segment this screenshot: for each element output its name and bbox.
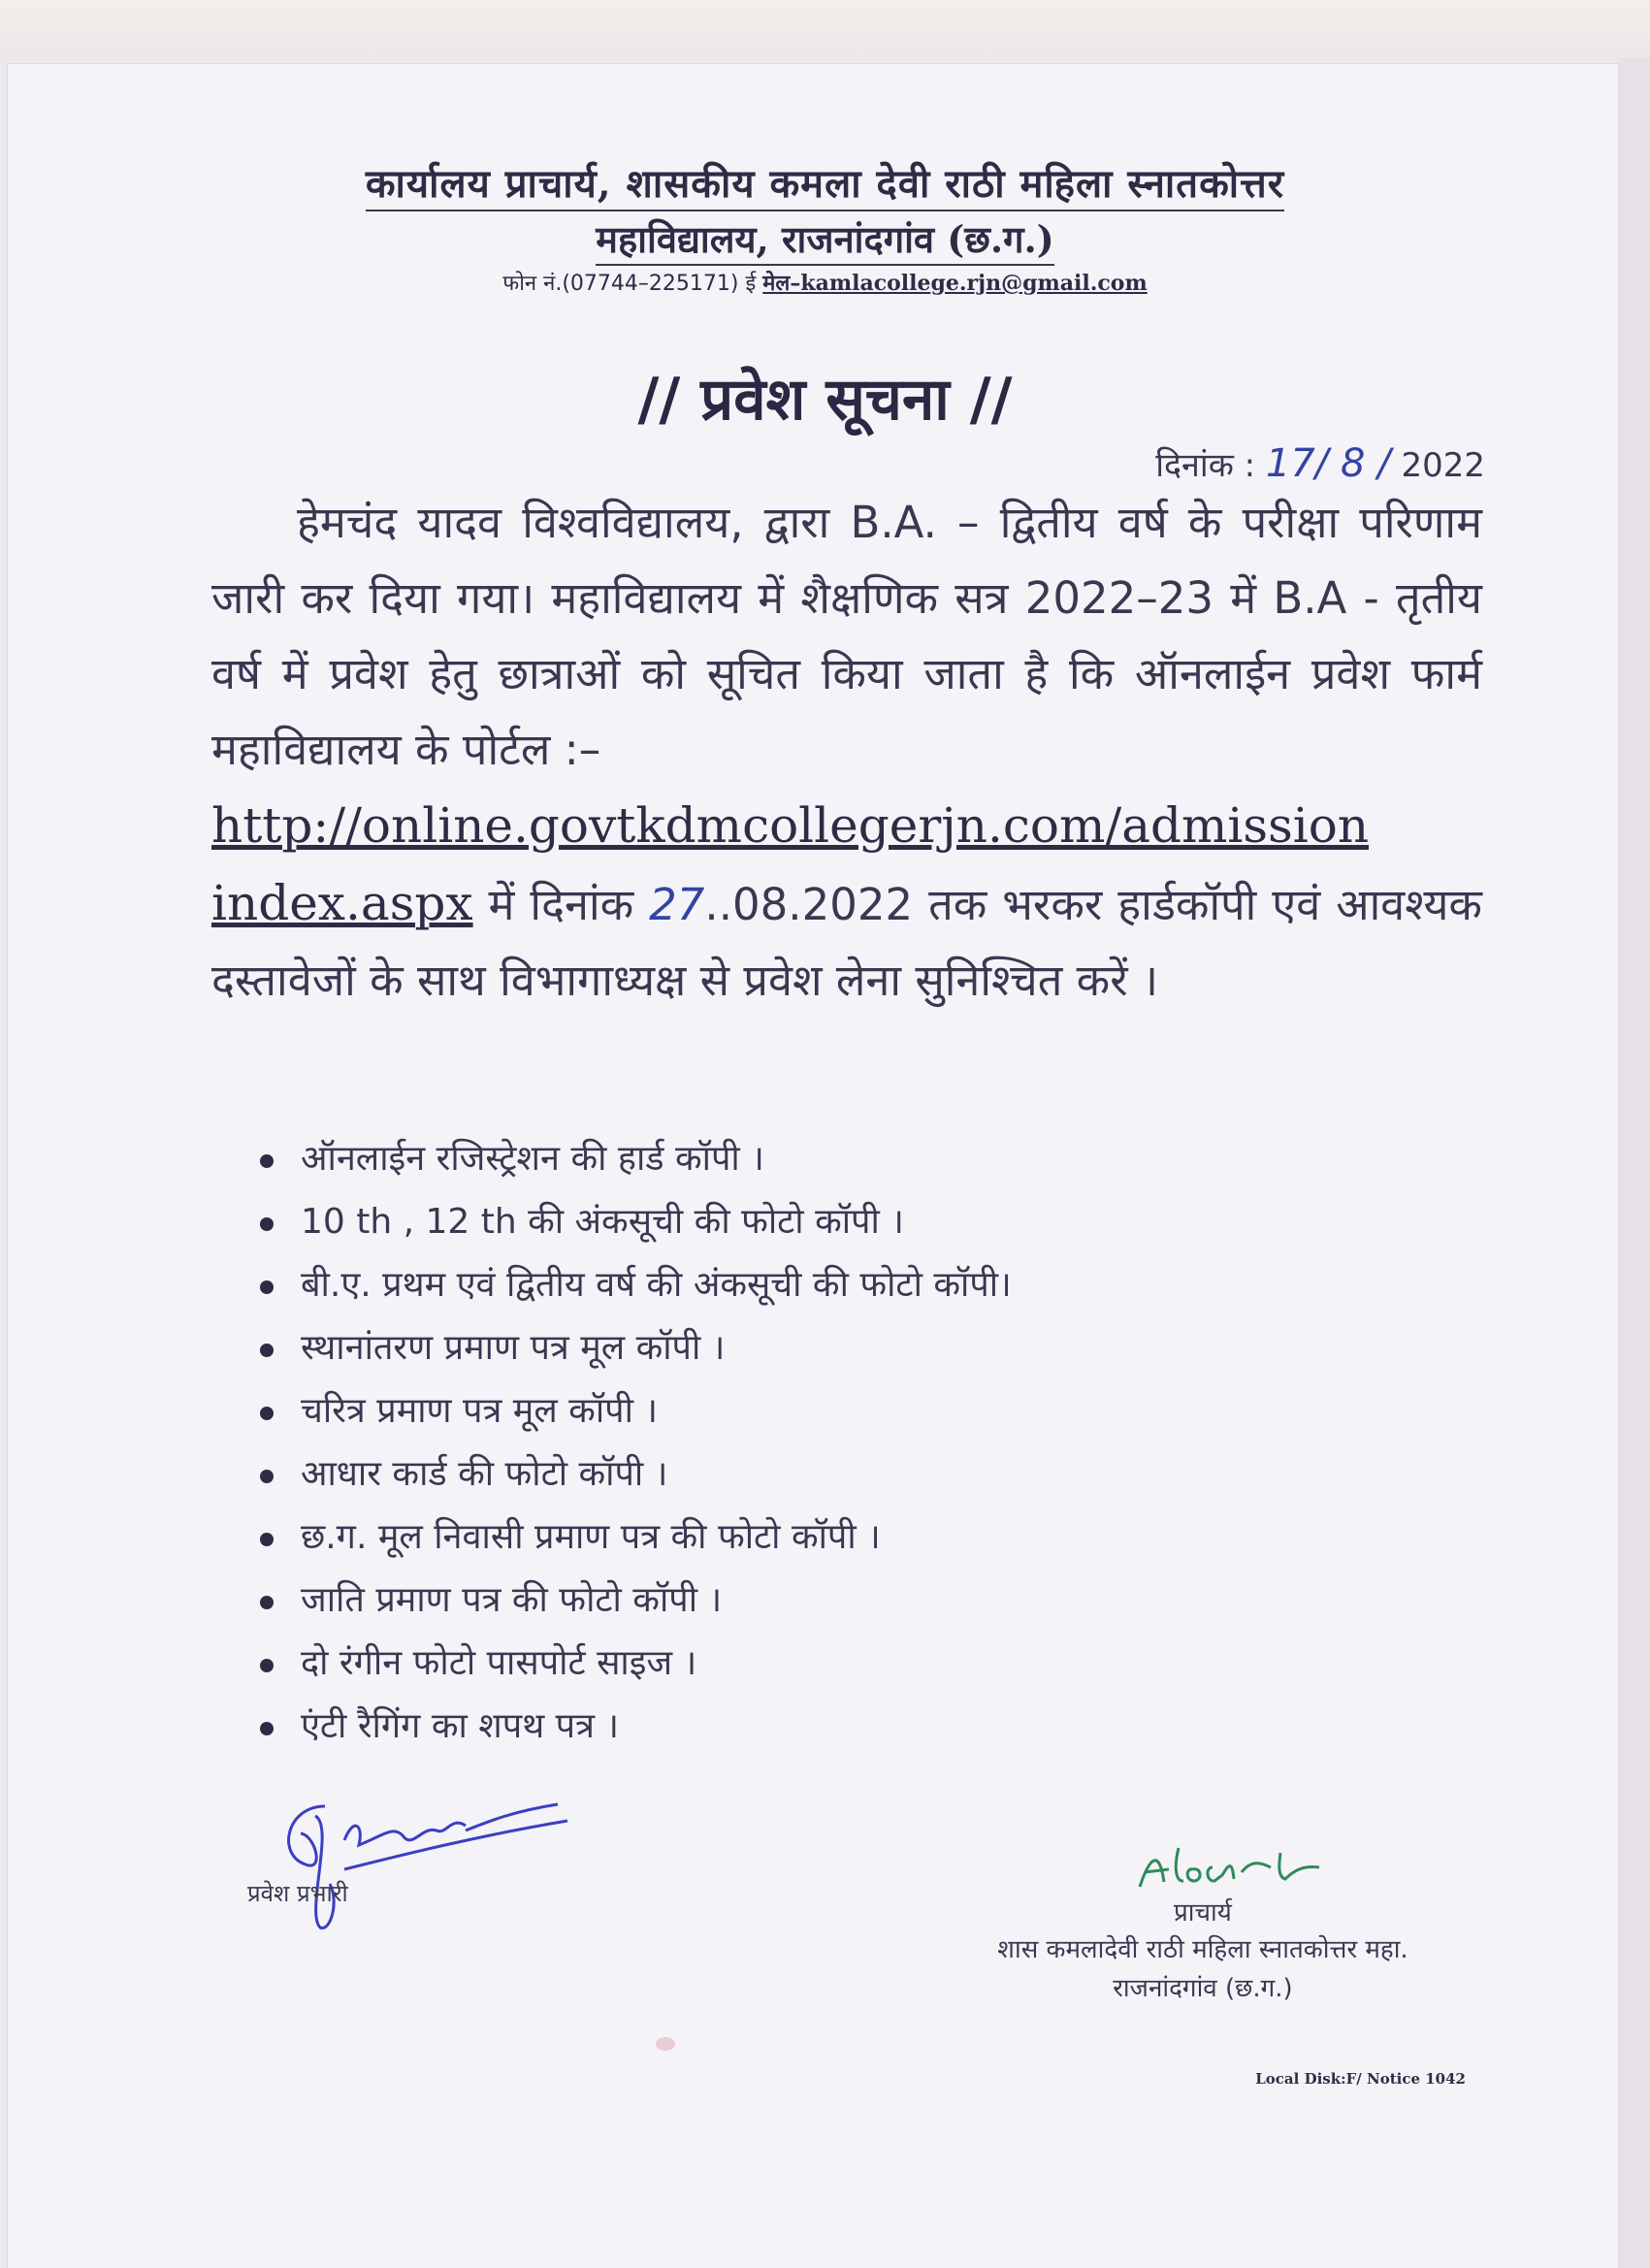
list-item: स्थानांतरण प्रमाण पत्र मूल कॉपी । xyxy=(254,1322,1012,1385)
list-item: ऑनलाईन रजिस्ट्रेशन की हार्ड कॉपी । xyxy=(254,1133,1012,1196)
contact-line xyxy=(0,268,1650,297)
list-item: एंटी रैगिंग का शपथ पत्र । xyxy=(254,1701,1012,1764)
institution-line1: शास कमलादेवी राठी महिला स्नातकोत्तर महा. xyxy=(997,1935,1408,1964)
institution-stamp-text xyxy=(931,1930,1474,2008)
list-item: 10 th , 12 th की अंकसूची की फोटो कॉपी । xyxy=(254,1196,1012,1259)
admission-incharge-label: प्रवेश प्रभारी xyxy=(247,1880,348,1907)
admission-incharge-signature xyxy=(247,1797,577,1932)
phone-text: फोन नं.(07744–225171) ई xyxy=(502,272,757,296)
body-deadline-a: में दिनांक xyxy=(472,879,650,930)
body-deadline-b: ..08.2022 तक भरकर हार्डकॉपी एवं आवश्यक दस्तावेजों के साथ विभागाध्यक्ष से प्रवेश लेना सुनिश्चित करें । xyxy=(211,879,1482,1006)
date-year: 2022 xyxy=(1401,446,1485,485)
file-reference: Local Disk:F/ Notice 1042 xyxy=(1255,2070,1466,2088)
office-heading xyxy=(0,155,1650,209)
portal-url-line2[interactable]: index.aspx xyxy=(211,875,473,931)
list-item: आधार कार्ड की फोटो कॉपी । xyxy=(254,1448,1012,1511)
notice-title: // प्रवेश सूचना // xyxy=(637,366,1013,434)
date-label: दिनांक : xyxy=(1155,446,1256,485)
institution-line2: राजनांदगांव (छ.ग.) xyxy=(1113,1974,1293,2003)
required-documents-list xyxy=(254,1133,1012,1764)
notice-body xyxy=(211,485,1482,1019)
deadline-handwritten-day: 27 xyxy=(649,879,705,930)
list-item: चरित्र प्रमाण पत्र मूल कॉपी । xyxy=(254,1385,1012,1448)
office-heading-2 xyxy=(0,213,1650,264)
body-paragraph: हेमचंद यादव विश्वविद्यालय, द्वारा B.A. – द्वितीय वर्ष के परीक्षा परिणाम जारी कर दिया गया। महाविद्यालय में शैक्षणिक सत्र 2022–23 में B.A - तृतीय वर्ष में प्रवेश हेतु छात्राओं को सूचित किया जाता है कि ऑनलाईन प्रवेश फार्म महाविद्यालय के पोर्टल :– xyxy=(211,497,1482,775)
list-item: छ.ग. मूल निवासी प्रमाण पत्र की फोटो कॉपी । xyxy=(254,1511,1012,1574)
list-item: दो रंगीन फोटो पासपोर्ट साइज । xyxy=(254,1637,1012,1701)
list-item: बी.ए. प्रथम एवं द्वितीय वर्ष की अंकसूची की फोटो कॉपी। xyxy=(254,1259,1012,1322)
principal-title: प्राचार्य xyxy=(1174,1898,1232,1928)
ink-spot xyxy=(656,2037,675,2051)
date-handwritten: 17/ 8 / xyxy=(1265,441,1391,486)
scan-background xyxy=(0,0,1650,68)
office-heading-line2: महाविद्यालय, राजनांदगांव (छ.ग.) xyxy=(596,217,1054,266)
list-item: जाति प्रमाण पत्र की फोटो कॉपी । xyxy=(254,1574,1012,1637)
email-link[interactable]: मेल–kamlacollege.rjn@gmail.com xyxy=(762,271,1148,296)
portal-url-line1[interactable]: http://online.govtkdmcollegerjn.com/admission xyxy=(211,797,1370,854)
notice-date xyxy=(1155,441,1485,486)
principal-signature xyxy=(1125,1838,1339,1896)
office-heading-line1: कार्यालय प्राचार्य, शासकीय कमला देवी राठी महिला स्नातकोत्तर xyxy=(366,161,1284,211)
